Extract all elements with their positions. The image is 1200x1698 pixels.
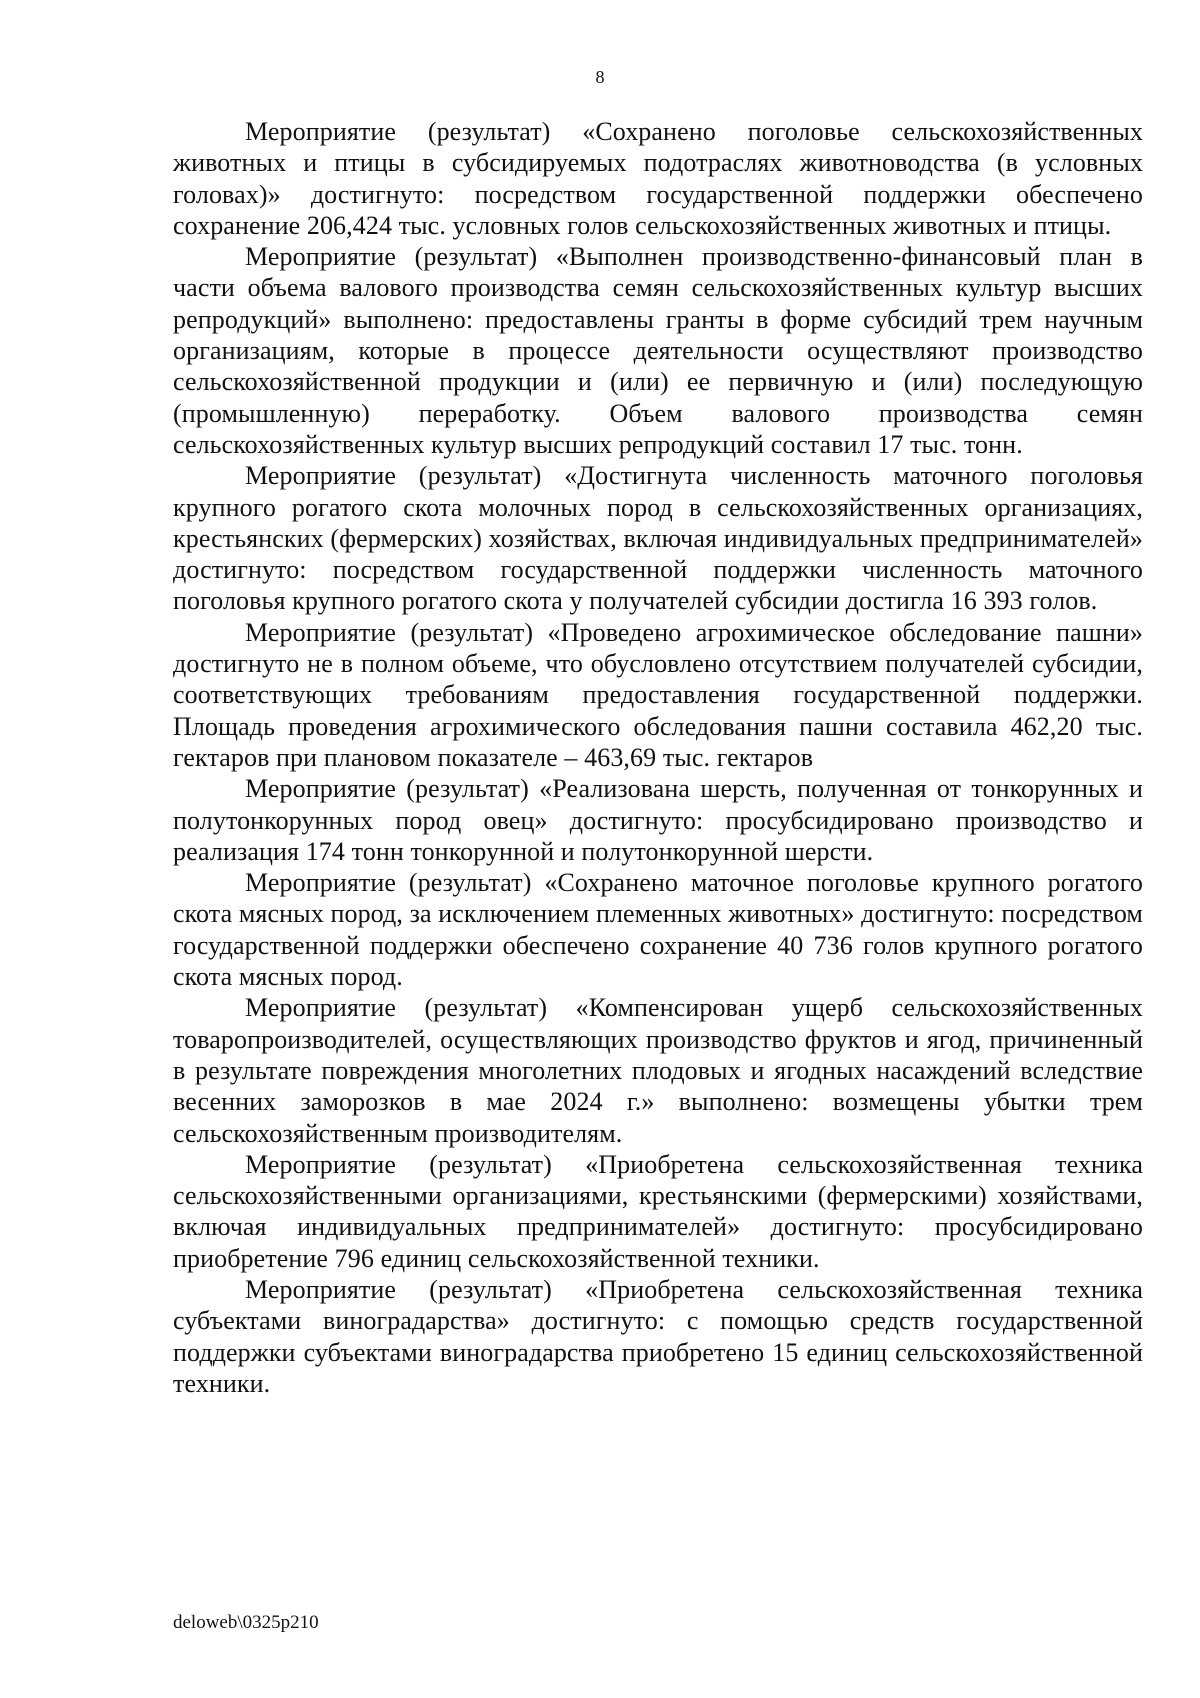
paragraph-beef-cattle: Мероприятие (результат) «Сохранено маточное поголовье крупного рогатого скота мясных пород, за исключением племенных животных» достигнуто: посредством государственной поддержки обеспечено сохранение 40 736 голов крупного рогатого скота мясных пород. — [173, 868, 1143, 992]
paragraph-vineyard-machinery: Мероприятие (результат) «Приобретена сельскохозяйственная техника субъектами виноградарства» достигнуто: с помощью средств государственной поддержки субъектами виноградарства приобретено 15 единиц сельскохозяйственной техники. — [173, 1274, 1143, 1398]
page-number: 8 — [595, 67, 605, 87]
paragraph-frost-damage: Мероприятие (результат) «Компенсирован ущерб сельскохозяйственных товаропроизводителей, осуществляющих производство фруктов и ягод, причиненный в результате повреждения многолетних плодовых и ягодных насаждений вследствие весенних заморозков в мае 2024 г.» выполнено: возмещены убытки трем сельскохозяйственным производителям. — [173, 993, 1143, 1148]
paragraph-seed-production: Мероприятие (результат) «Выполнен производственно-финансовый план в части объема валового производства семян сельскохозяйственных культур высших репродукций» выполнено: предоставлены гранты в форме субсидий трем научным организациям, которые в процессе деятельности осуществляют производство сельскохозяйственной продукции и (или) ее первичную и (или) последующую (промышленную) переработку. Объем валового производства семян сельскохозяйственных культур высших репродукций составил 17 тыс. тонн. — [173, 242, 1143, 459]
document-body — [173, 116, 1143, 1399]
paragraph-agrochemical-survey: Мероприятие (результат) «Проведено агрохимическое обследование пашни» достигнуто не в полном объеме, что обусловлено отсутствием получателей субсидии, соответствующих требованиям предоставления государственной поддержки. Площадь проведения агрохимического обследования пашни составила 462,20 тыс. гектаров при плановом показателе – 463,69 тыс. гектаров — [173, 617, 1143, 772]
paragraph-agri-machinery: Мероприятие (результат) «Приобретена сельскохозяйственная техника сельскохозяйственными организациями, крестьянскими (фермерскими) хозяйствами, включая индивидуальных предпринимателей» достигнуто: просубсидировано приобретение 796 единиц сельскохозяйственной техники. — [173, 1149, 1143, 1273]
paragraph-wool: Мероприятие (результат) «Реализована шерсть, полученная от тонкорунных и полутонкорунных пород овец» достигнуто: просубсидировано производство и реализация 174 тонн тонкорунной и полутонкорунной шерсти. — [173, 774, 1143, 866]
paragraph-dairy-cattle: Мероприятие (результат) «Достигнута численность маточного поголовья крупного рогатого скота молочных пород в сельскохозяйственных организациях, крестьянских (фермерских) хозяйствах, включая индивидуальных предпринимателей» достигнуто: посредством государственной поддержки численность маточного поголовья крупного рогатого скота у получателей субсидии достигла 16 393 голов. — [173, 461, 1143, 616]
footer-file-reference: deloweb\0325p210 — [173, 1612, 319, 1633]
paragraph-seed-livestock: Мероприятие (результат) «Сохранено поголовье сельскохозяйственных животных и птицы в субсидируемых подотраслях животноводства (в условных головах)» достигнуто: посредством государственной поддержки обеспечено сохранение 206,424 тыс. условных голов сельскохозяйственных животных и птицы. — [173, 117, 1143, 240]
